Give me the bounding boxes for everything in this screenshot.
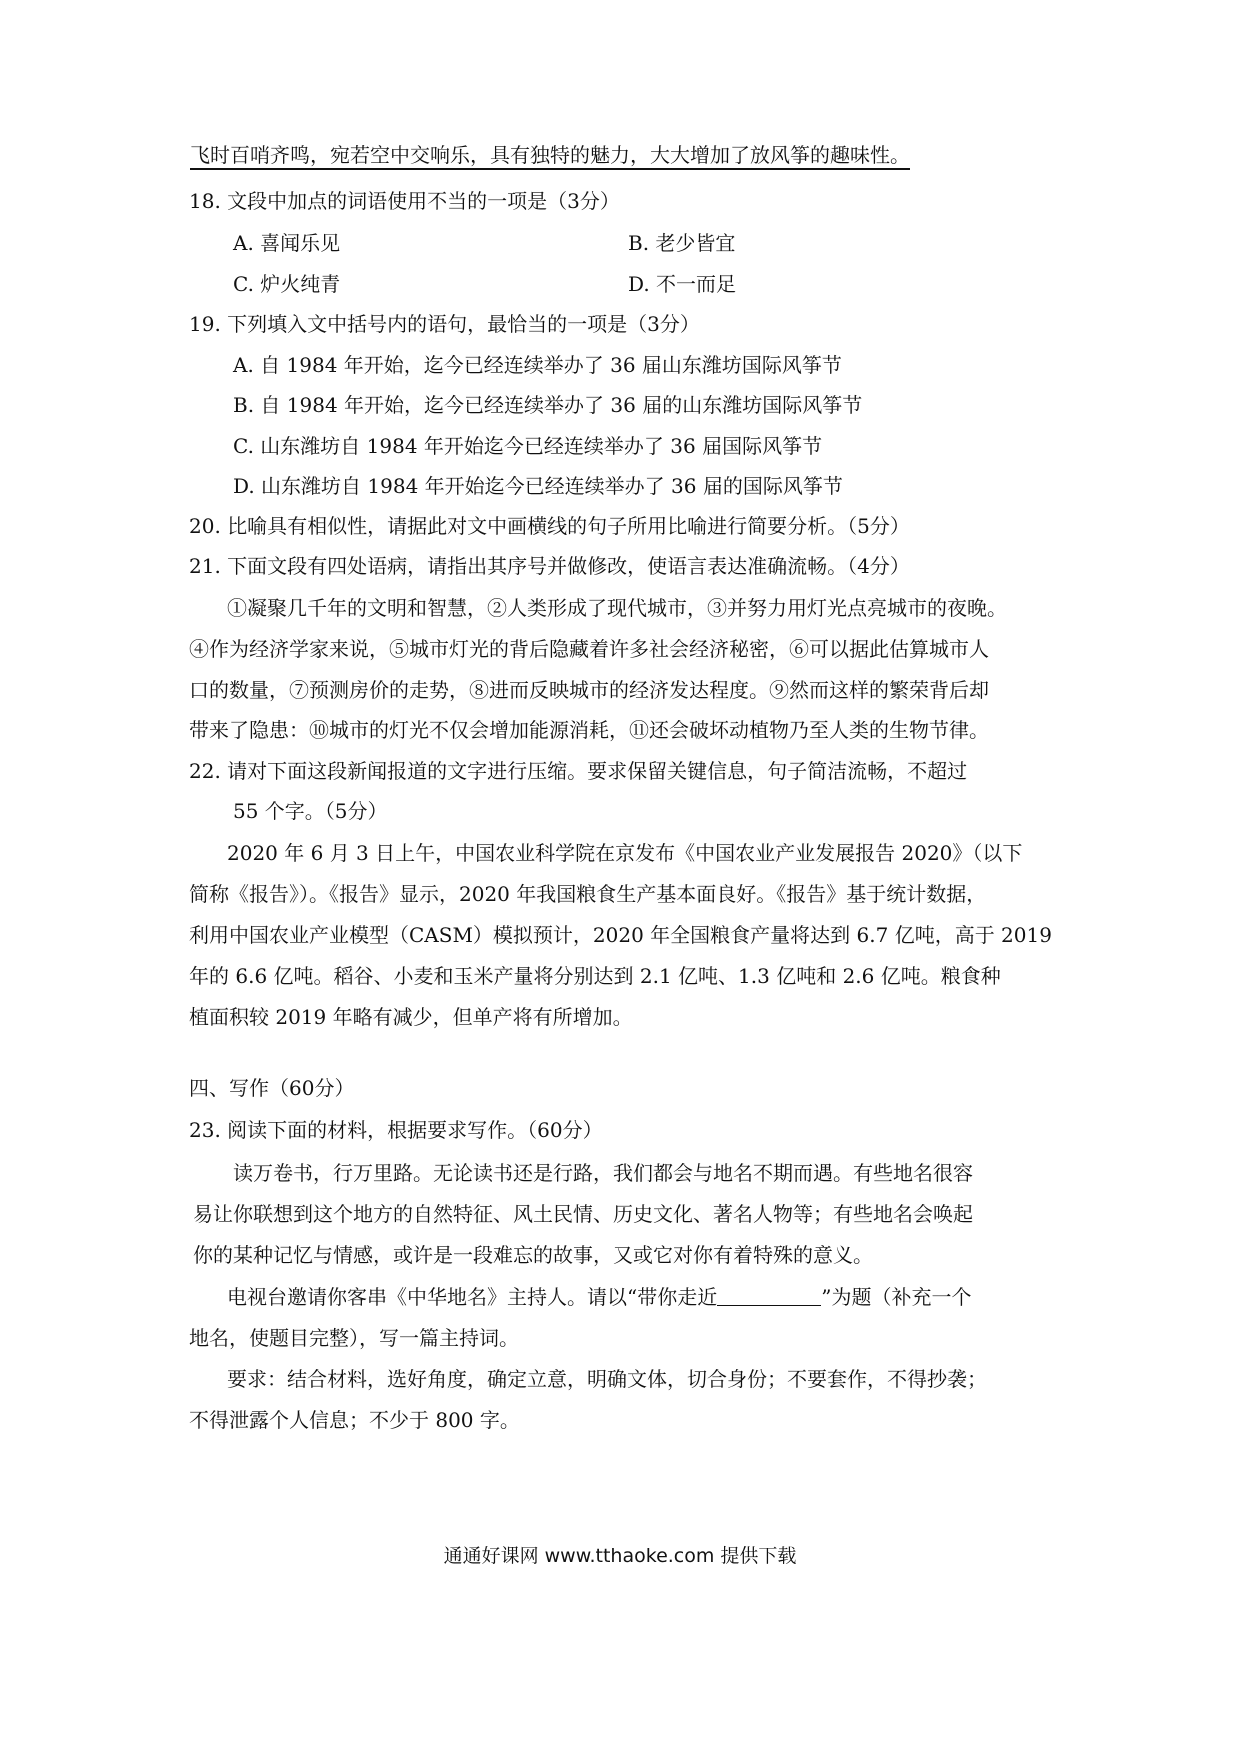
q21-line: 口的数量，⑦预测房价的走势，⑧进而反映城市的经济发达程度。⑨然而这样的繁荣背后却 — [189, 678, 989, 702]
section-writing-heading: 四、写作（60分） — [189, 1076, 355, 1100]
q19-option-c: C. 山东潍坊自 1984 年开始迄今已经连续举办了 36 届国际风筝节 — [233, 434, 823, 458]
q22-news-line: 年的 6.6 亿吨。稻谷、小麦和玉米产量将分别达到 2.1 亿吨、1.3 亿吨和 2.6 亿吨。粮食种 — [189, 964, 1001, 988]
q19-option-d: D. 山东潍坊自 1984 年开始迄今已经连续举办了 36 届的国际风筝节 — [233, 474, 843, 498]
q23-task-after: ”为题（补充一个 — [821, 1285, 972, 1309]
q23-material-line: 你的某种记忆与情感，或许是一段难忘的故事，又或它对你有着特殊的意义。 — [193, 1243, 873, 1267]
q22-news-line: 植面积较 2019 年略有减少，但单产将有所增加。 — [189, 1005, 633, 1029]
q18-option-d: D. 不一而足 — [628, 272, 737, 296]
q23-task-line — [227, 1283, 971, 1311]
q21-line: ①凝聚几千年的文明和智慧，②人类形成了现代城市，③并努力用灯光点亮城市的夜晚。 — [227, 596, 1007, 620]
q21-line: 带来了隐患：⑩城市的灯光不仅会增加能源消耗，⑪还会破坏动植物乃至人类的生物节律。 — [189, 718, 989, 742]
q23-material-line: 易让你联想到这个地方的自然特征、风土民情、历史文化、著名人物等；有些地名会唤起 — [193, 1202, 973, 1226]
title-blank — [717, 1285, 821, 1306]
q23-task-line-2: 地名，使题目完整），写一篇主持词。 — [189, 1326, 519, 1350]
q21-stem: 21. 下面文段有四处语病，请指出其序号并做修改，使语言表达准确流畅。（4分） — [189, 554, 910, 578]
q19-option-a: A. 自 1984 年开始，迄今已经连续举办了 36 届山东潍坊国际风筝节 — [233, 353, 842, 377]
q22-stem: 22. 请对下面这段新闻报道的文字进行压缩。要求保留关键信息，句子简洁流畅，不超过 — [189, 759, 968, 783]
q19-stem: 19. 下列填入文中括号内的语句，最恰当的一项是（3分） — [189, 312, 700, 336]
passage-underlined-sentence: 飞时百哨齐鸣，宛若空中交响乐，具有独特的魅力，大大增加了放风筝的趣味性。 — [190, 143, 910, 167]
q18-option-a: A. 喜闻乐见 — [233, 231, 341, 255]
q22-news-line: 简称《报告》）。《报告》显示，2020 年我国粮食生产基本面良好。《报告》基于统计数据， — [189, 882, 987, 906]
q23-requirements: 要求：结合材料，选好角度，确定立意，明确文体，切合身份；不要套作，不得抄袭； — [227, 1367, 987, 1391]
q22-stem-continued: 55 个字。（5分） — [233, 799, 388, 823]
q21-line: ④作为经济学家来说，⑤城市灯光的背后隐藏着许多社会经济秘密，⑥可以据此估算城市人 — [189, 637, 989, 661]
q23-material-line: 读万卷书，行万里路。无论读书还是行路，我们都会与地名不期而遇。有些地名很容 — [233, 1161, 973, 1185]
q23-requirements-continued: 不得泄露个人信息；不少于 800 字。 — [189, 1408, 520, 1432]
q18-option-b: B. 老少皆宜 — [628, 231, 736, 255]
q18-stem: 18. 文段中加点的词语使用不当的一项是（3分） — [189, 189, 620, 213]
q20-stem: 20. 比喻具有相似性，请据此对文中画横线的句子所用比喻进行简要分析。（5分） — [189, 514, 910, 538]
q23-stem: 23. 阅读下面的材料，根据要求写作。（60分） — [189, 1118, 603, 1142]
q22-news-line: 2020 年 6 月 3 日上午，中国农业科学院在京发布《中国农业产业发展报告 2020》（以下 — [227, 841, 1023, 865]
q23-task-before: 电视台邀请你客串《中华地名》主持人。请以“带你走近 — [227, 1285, 718, 1309]
page-footer: 通通好课网 www.tthaoke.com 提供下载 — [443, 1545, 797, 1567]
q19-option-b: B. 自 1984 年开始，迄今已经连续举办了 36 届的山东潍坊国际风筝节 — [233, 393, 863, 417]
q22-news-line: 利用中国农业产业模型（CASM）模拟预计，2020 年全国粮食产量将达到 6.7 亿吨，高于 2019 — [189, 923, 1052, 947]
q18-option-c: C. 炉火纯青 — [233, 272, 341, 296]
